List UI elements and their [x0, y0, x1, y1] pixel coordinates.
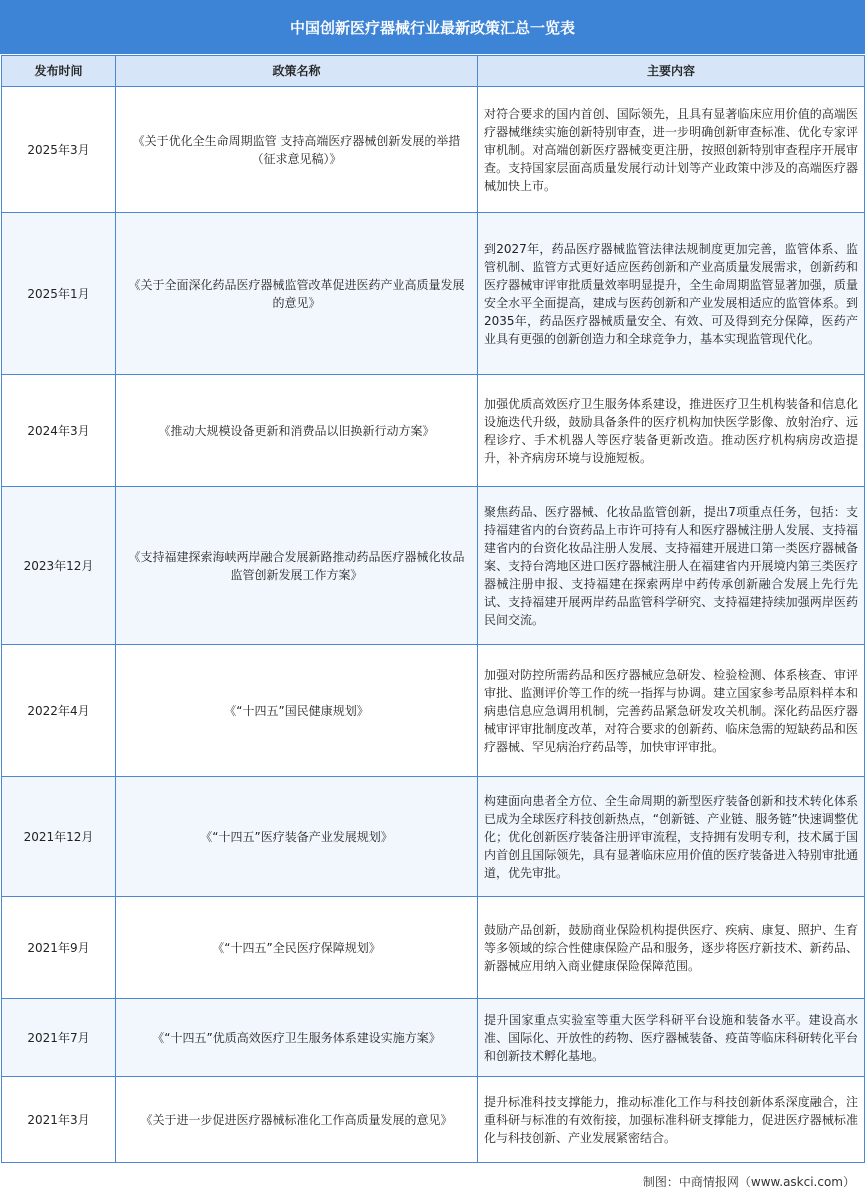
row-policy-name: 《关于优化全生命周期监管 支持高端医疗器械创新发展的举措（征求意见稿）》 — [116, 87, 478, 213]
header-policy-name: 政策名称 — [116, 56, 478, 87]
row-content: 到2027年，药品医疗器械监管法律法规制度更加完善，监管体系、监管机制、监管方式更好适应医药创新和产业高质量发展需求，创新药和医疗器械审评审批质量效率明显提升，全生命周期监管显著加强，质量安全水平全面提高，建成与医药创新和产业发展相适应的监管体系。到2035年，药品医疗器械质量安全、有效、可及得到充分保障，医药产业具有更强的创新创造力和全球竞争力，基本实现监管现代化。 — [478, 213, 865, 375]
row-date: 2024年3月 — [2, 375, 116, 487]
row-policy-name: 《“十四五”医疗装备产业发展规划》 — [116, 777, 478, 897]
row-policy-name: 《“十四五”全民医疗保障规划》 — [116, 897, 478, 999]
row-date: 2025年3月 — [2, 87, 116, 213]
row-policy-name: 《关于全面深化药品医疗器械监管改革促进医药产业高质量发展的意见》 — [116, 213, 478, 375]
row-content: 提升国家重点实验室等重大医学科研平台设施和装备水平。建设高水准、国际化、开放性的药物、医疗器械装备、疫苗等临床科研转化平台和创新技术孵化基地。 — [478, 999, 865, 1077]
row-content: 聚焦药品、医疗器械、化妆品监管创新，提出7项重点任务，包括：支持福建省内的台资药品上市许可持有人和医疗器械注册人发展、支持福建省内的台资化妆品注册人发展、支持福建开展进口第一类医疗器械备案、支持台湾地区进口医疗器械注册人在福建省内开展境内第三类医疗器械注册申报、支持福建在探索两岸中药传承创新融合发展上先行先试、支持福建开展两岸药品监管科学研究、支持福建持续加强两岸医药民间交流。 — [478, 487, 865, 645]
row-content: 提升标准科技支撑能力，推动标准化工作与科技创新体系深度融合，注重科研与标准的有效衔接，加强标准科研支撑能力，促进医疗器械标准化与科技创新、产业发展紧密结合。 — [478, 1077, 865, 1163]
row-date: 2023年12月 — [2, 487, 116, 645]
table-row — [2, 645, 865, 777]
row-policy-name: 《“十四五”优质高效医疗卫生服务体系建设实施方案》 — [116, 999, 478, 1077]
source-credit: 制图：中商情报网（www.askci.com） — [642, 1175, 855, 1189]
table-row — [2, 87, 865, 213]
row-content: 鼓励产品创新，鼓励商业保险机构提供医疗、疾病、康复、照护、生育等多领域的综合性健康保险产品和服务，逐步将医疗新技术、新药品、新器械应用纳入商业健康保险保障范围。 — [478, 897, 865, 999]
page-title: 中国创新医疗器械行业最新政策汇总一览表 — [0, 0, 865, 54]
row-date: 2025年1月 — [2, 213, 116, 375]
row-content: 构建面向患者全方位、全生命周期的新型医疗装备创新和技术转化体系已成为全球医疗科技创新热点，“创新链、产业链、服务链”快速调整优化；优化创新医疗装备注册评审流程，支持拥有发明专利，技术属于国内首创且国际领先，具有显著临床应用价值的医疗装备进入特别审批通道，优先审批。 — [478, 777, 865, 897]
table-row — [2, 999, 865, 1077]
table-row — [2, 375, 865, 487]
row-policy-name: 《支持福建探索海峡两岸融合发展新路推动药品医疗器械化妆品监管创新发展工作方案》 — [116, 487, 478, 645]
row-policy-name: 《“十四五”国民健康规划》 — [116, 645, 478, 777]
table-header-row — [2, 56, 865, 87]
row-date: 2021年12月 — [2, 777, 116, 897]
header-date: 发布时间 — [2, 56, 116, 87]
table-row — [2, 1077, 865, 1163]
row-date: 2021年9月 — [2, 897, 116, 999]
row-content: 加强对防控所需药品和医疗器械应急研发、检验检测、体系核查、审评审批、监测评价等工作的统一指挥与协调。建立国家参考品原料样本和病患信息应急调用机制，完善药品紧急研发攻关机制。深化药品医疗器械审评审批制度改革，对符合要求的创新药、临床急需的短缺药品和医疗器械、罕见病治疗药品等，加快审评审批。 — [478, 645, 865, 777]
row-date: 2021年3月 — [2, 1077, 116, 1163]
table-row — [2, 777, 865, 897]
row-date: 2022年4月 — [2, 645, 116, 777]
header-main-content: 主要内容 — [478, 56, 865, 87]
table-row — [2, 213, 865, 375]
row-content: 加强优质高效医疗卫生服务体系建设，推进医疗卫生机构装备和信息化设施迭代升级，鼓励具备条件的医疗机构加快医学影像、放射治疗、远程诊疗、手术机器人等医疗装备更新改造。推动医疗机构病房改造提升，补齐病房环境与设施短板。 — [478, 375, 865, 487]
row-policy-name: 《关于进一步促进医疗器械标准化工作高质量发展的意见》 — [116, 1077, 478, 1163]
policy-table — [1, 55, 865, 1163]
row-content: 对符合要求的国内首创、国际领先，且具有显著临床应用价值的高端医疗器械继续实施创新特别审查，进一步明确创新审查标准、优化专家评审机制。对高端创新医疗器械变更注册，按照创新特别审查程序开展审查。支持国家层面高质量发展行动计划等产业政策中涉及的高端医疗器械加快上市。 — [478, 87, 865, 213]
table-row — [2, 897, 865, 999]
table-row — [2, 487, 865, 645]
row-policy-name: 《推动大规模设备更新和消费品以旧换新行动方案》 — [116, 375, 478, 487]
row-date: 2021年7月 — [2, 999, 116, 1077]
